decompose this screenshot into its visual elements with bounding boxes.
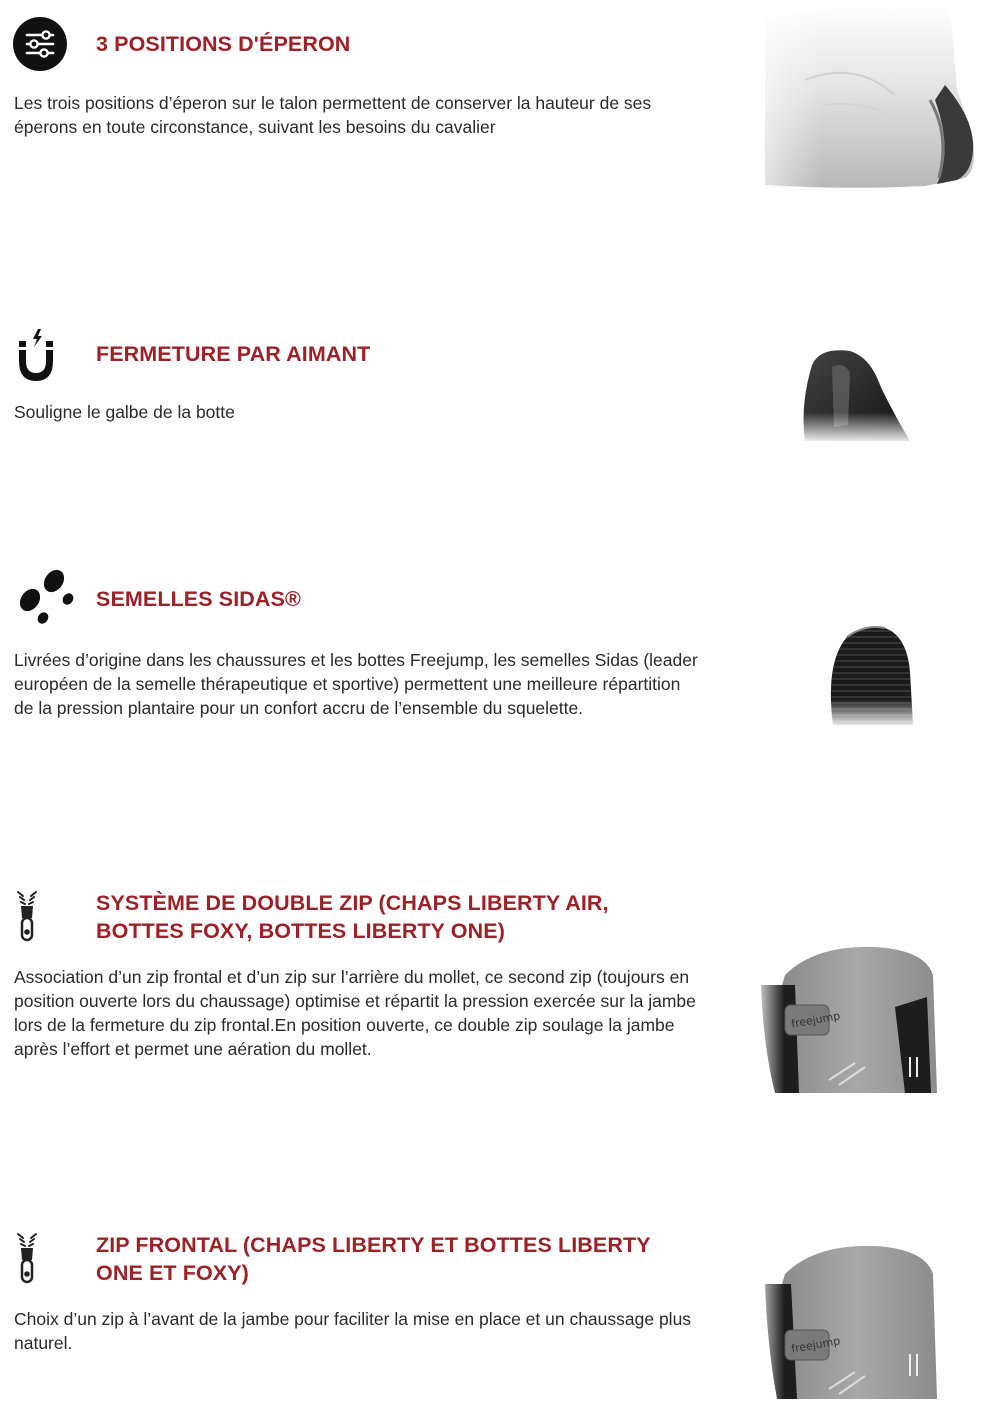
feature-description: Association d’un zip frontal et d’un zip sur l’arrière du mollet, ce second zip (toujours en position ouverte lors du chaussage) optimise et répartit la pression exercée sur la jambe lors de la fermeture du zip frontal.En position ouverte, ce double zip soulage la jambe après l’effort et permet une aération du mollet. xyxy=(14,967,696,1059)
front-zip-chaps-photo xyxy=(755,1244,1000,1399)
feature-spur-positions xyxy=(0,0,1000,250)
feature-magnet-closure xyxy=(0,300,1000,460)
feature-description: Les trois positions d’éperon sur le talon permettent de conserver la hauteur de ses éperons en toute circonstance, suivant les besoins du cavalier xyxy=(14,93,652,137)
magnet-closure-photo xyxy=(750,345,1000,441)
footprints-icon xyxy=(12,568,70,626)
feature-title: FERMETURE PAR AIMANT xyxy=(96,342,371,366)
sliders-icon xyxy=(12,16,70,74)
zipper-icon xyxy=(12,1230,42,1288)
feature-front-zip xyxy=(0,1212,1000,1399)
feature-title: SEMELLES SIDAS® xyxy=(96,587,301,611)
feature-title: 3 POSITIONS D'ÉPERON xyxy=(96,32,351,56)
magnet-icon xyxy=(12,325,70,383)
double-zip-chaps-photo xyxy=(755,945,1000,1093)
feature-description: Livrées d’origine dans les chaussures et les bottes Freejump, les semelles Sidas (leader européen de la semelle thérapeutique et sportive) permettent une meilleure répartition de la pression plantaire pour un confort accru de l’ensemble du squelette. xyxy=(14,650,698,718)
feature-description: Choix d’un zip à l’avant de la jambe pour faciliter la mise en place et un chaussage plus naturel. xyxy=(14,1309,692,1353)
feature-title: SYSTÈME DE DOUBLE ZIP (CHAPS LIBERTY AIR, BOTTES FOXY, BOTTES LIBERTY ONE) xyxy=(96,891,609,943)
sole-photo xyxy=(735,622,1000,725)
feature-description: Souligne le galbe de la botte xyxy=(14,402,235,422)
feature-title: ZIP FRONTAL (CHAPS LIBERTY ET BOTTES LIBERTY ONE ET FOXY) xyxy=(96,1233,651,1285)
zipper-icon xyxy=(12,888,42,946)
feature-double-zip xyxy=(0,870,1000,1110)
feature-sidas-soles xyxy=(0,550,1000,770)
boot-heel-photo xyxy=(725,0,1000,215)
